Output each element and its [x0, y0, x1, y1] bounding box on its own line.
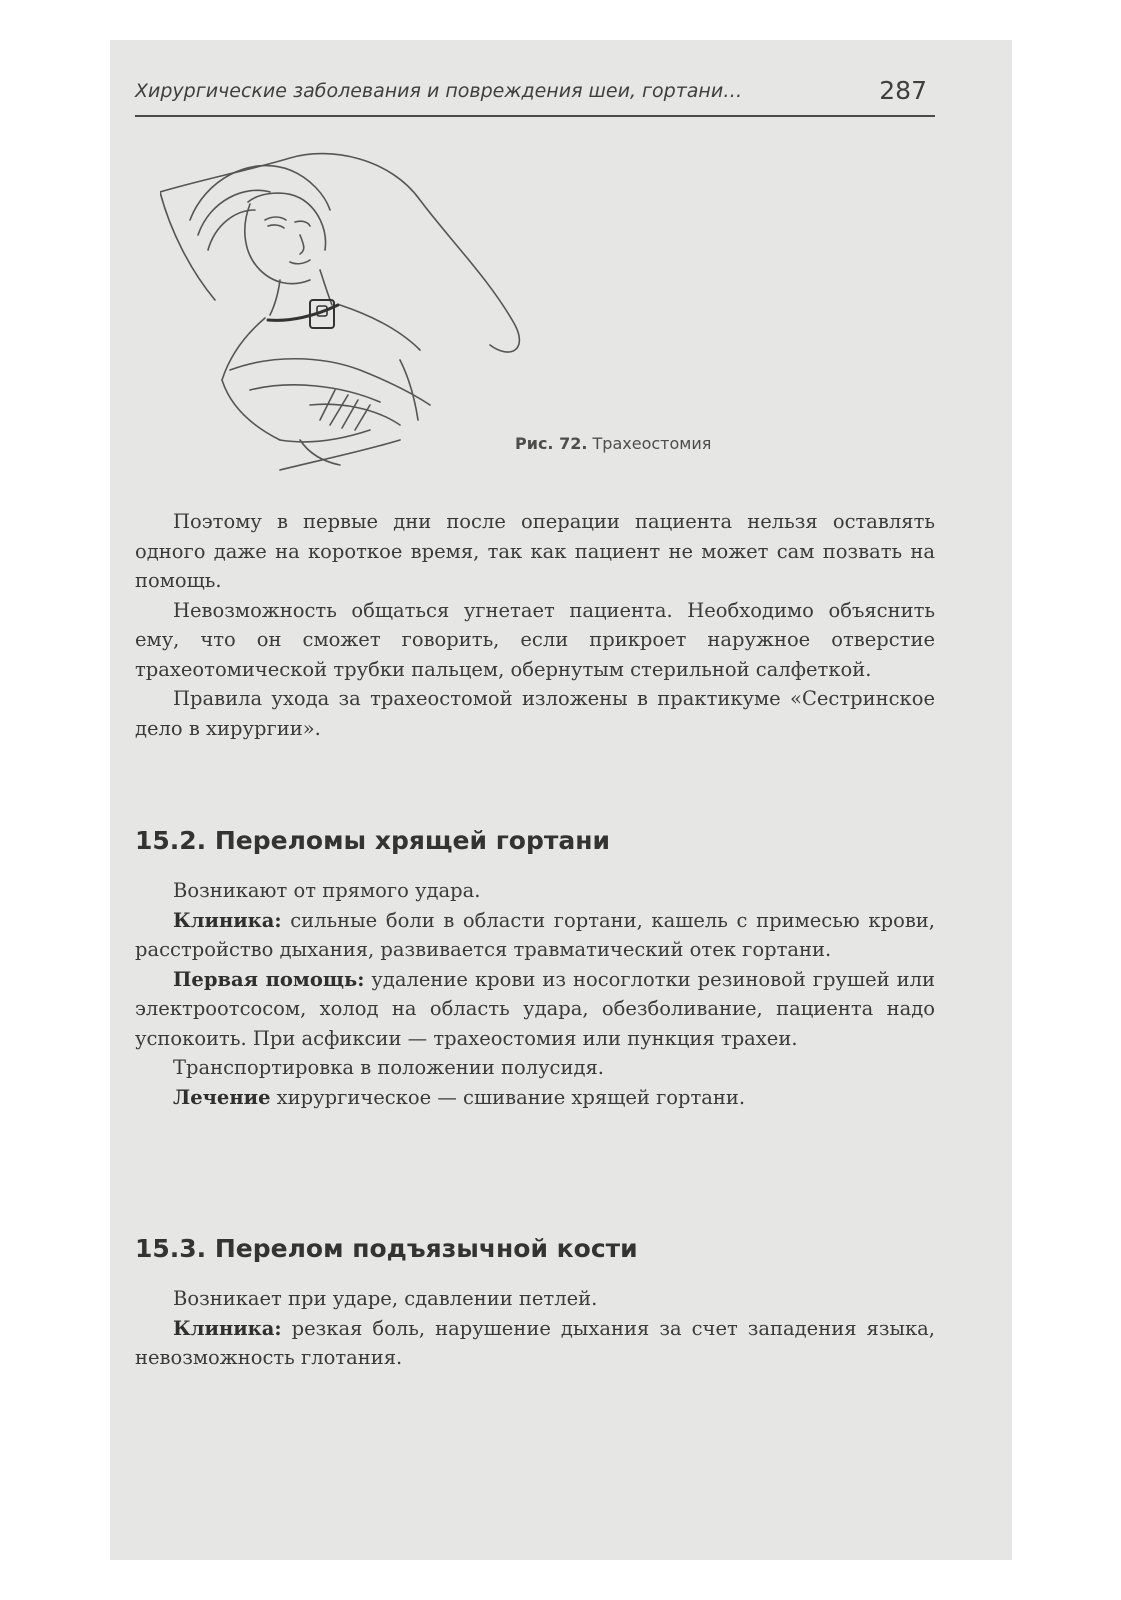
term-label: Клиника: [173, 908, 282, 932]
paragraph-text: резкая боль, нарушение дыхания за счет западения языка, невозможность глотания. [135, 1316, 935, 1369]
paragraph: Возникают от прямого удара. [173, 879, 481, 902]
paragraph [135, 906, 935, 965]
paragraph [135, 1083, 935, 1113]
section-15-3-text [135, 1284, 935, 1373]
paragraph: Транспортировка в положении полусидя. [173, 1056, 604, 1079]
running-header [135, 76, 935, 112]
header-title: Хирургические заболевания и повреждения шеи, гортани… [135, 80, 743, 102]
section-heading-15-2: 15.2. Переломы хрящей гортани [135, 826, 611, 855]
figure-caption-text: Трахеостомия [592, 434, 712, 453]
paragraph: Невозможность общаться угнетает пациента. Необходимо объяснить ему, что он сможет говорить, если прикроет наружное отверстие трахеотомической трубки пальцем, обернутым стерильной салфеткой. [135, 598, 935, 681]
section-15-2-text [135, 876, 935, 1112]
paragraph [135, 1314, 935, 1373]
section-heading-15-3: 15.3. Перелом подъязычной кости [135, 1234, 638, 1263]
header-rule [135, 115, 935, 117]
paragraph: Поэтому в первые дни после операции пациента нельзя оставлять одного даже на короткое время, так как пациент не может сам позвать на помощь. [135, 510, 935, 592]
paragraph-text: хирургическое — сшивание хрящей гортани. [270, 1085, 746, 1109]
intro-text [135, 507, 935, 743]
paragraph [135, 965, 935, 1054]
term-label: Лечение [173, 1085, 271, 1109]
figure-caption [515, 434, 711, 453]
paragraph-text: удаление крови из носоглотки резиновой грушей или электроотсосом, холод на область удара, обезболивание, пациента надо успокоить. При асфиксии — трахеостомия или пункция трахеи. [135, 967, 935, 1050]
paragraph: Правила ухода за трахеостомой изложены в практикуме «Сестринское дело в хирургии». [135, 687, 935, 740]
paragraph-text: сильные боли в области гортани, кашель с примесью крови, расстройство дыхания, развивается травматический отек гортани. [135, 908, 935, 961]
figure-label: Рис. 72. [515, 434, 588, 453]
term-label: Клиника: [173, 1316, 282, 1340]
paragraph: Возникает при ударе, сдавлении петлей. [173, 1287, 598, 1310]
term-label: Первая помощь: [173, 967, 365, 991]
page-number: 287 [879, 76, 927, 105]
tracheostomy-illustration [160, 140, 530, 480]
